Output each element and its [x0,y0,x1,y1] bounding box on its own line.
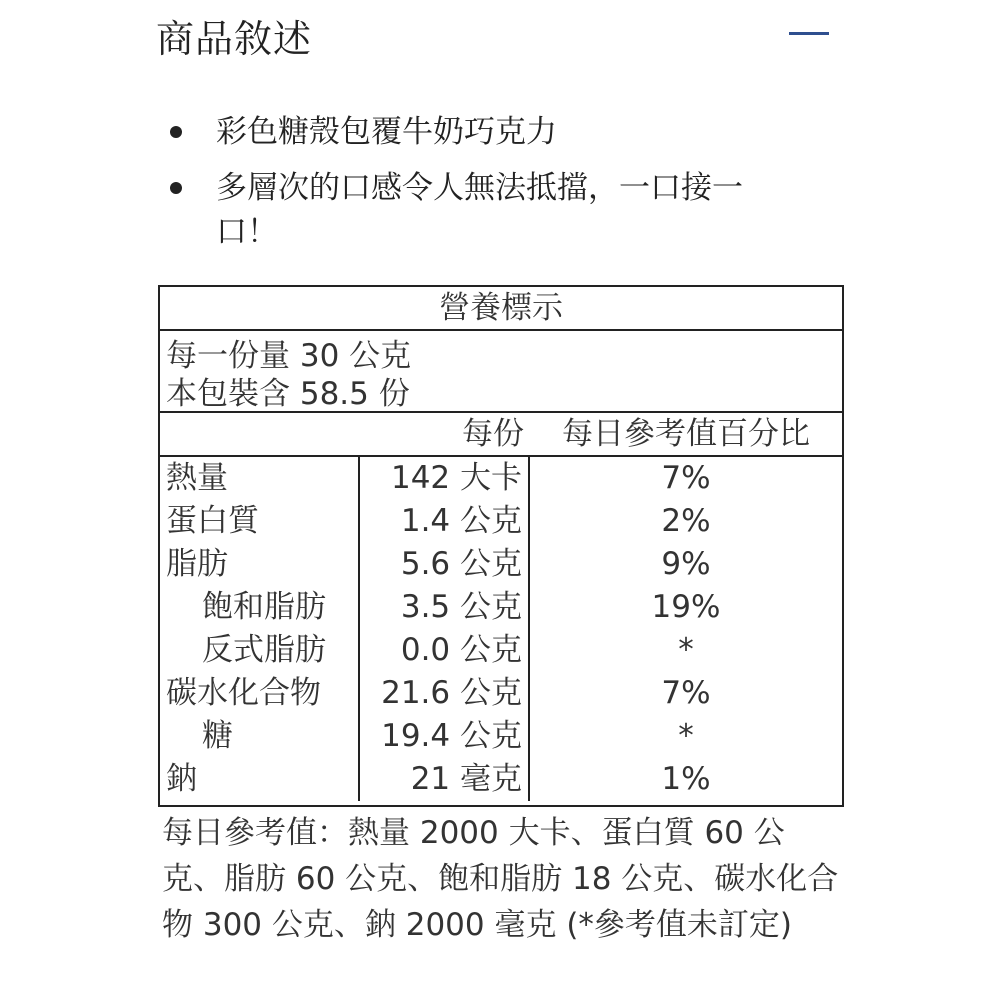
list-item [160,166,800,254]
serving-info [160,331,842,413]
table-body [160,457,842,801]
bullet-text: 彩色糖殼包覆牛奶巧克力 [216,114,557,150]
nutrient-amount: 19.4 公克 [360,715,530,758]
nutrient-amount: 142 大卡 [360,457,530,500]
nutrient-amount: 1.4 公克 [360,500,530,543]
header-name-cell [160,413,360,455]
nutrient-amount: 0.0 公克 [360,629,530,672]
header-per-serving: 每份 [462,416,524,452]
collapse-button[interactable] [783,14,837,54]
nutrient-daily-value: * [678,632,694,668]
daily-value-footnote: 每日參考值：熱量 2000 大卡、蛋白質 60 公克、脂肪 60 公克、飽和脂肪 18 公克、碳水化合物 300 公克、鈉 2000 毫克 (*參考值未訂定) [162,815,839,943]
section-title: 商品敘述 [156,17,313,61]
nutrient-daily-value: 1% [661,761,711,797]
bullet-icon [170,126,182,138]
nutrient-daily-value: 9% [661,546,711,582]
nutrient-amount: 5.6 公克 [360,543,530,586]
nutrient-name: 糖 [160,715,360,758]
minus-icon [789,32,829,35]
nutrient-amount: 21.6 公克 [360,672,530,715]
nutrient-daily-value: 7% [661,675,711,711]
nutrient-daily-value: 2% [661,503,711,539]
table-row [160,629,842,672]
table-header [160,413,842,457]
nutrient-name: 脂肪 [160,543,360,586]
table-row [160,715,842,758]
serving-size: 每一份量 30 公克 [166,338,412,374]
table-row [160,500,842,543]
header-daily-value: 每日參考值百分比 [562,416,810,452]
nutrient-name: 飽和脂肪 [160,586,360,629]
table-row [160,543,842,586]
description-list [160,110,800,266]
nutrient-amount: 21 毫克 [360,758,530,801]
nutrient-name: 反式脂肪 [160,629,360,672]
nutrition-table [158,285,844,807]
table-row [160,758,842,801]
nutrient-name: 蛋白質 [160,500,360,543]
bullet-icon [170,182,182,194]
nutrient-amount: 3.5 公克 [360,586,530,629]
servings-per-package: 本包裝含 58.5 份 [166,376,410,412]
table-row [160,457,842,500]
nutrient-daily-value: 19% [651,589,721,625]
nutrient-daily-value: * [678,718,694,754]
nutrient-name: 碳水化合物 [160,672,360,715]
nutrient-name: 鈉 [160,758,360,801]
nutrient-name: 熱量 [160,457,360,500]
nutrient-daily-value: 7% [661,460,711,496]
nutrition-title: 營養標示 [160,287,842,331]
table-row [160,672,842,715]
list-item [160,110,800,154]
bullet-text: 多層次的口感令人無法抵擋，一口接一口！ [216,170,743,250]
table-row [160,586,842,629]
